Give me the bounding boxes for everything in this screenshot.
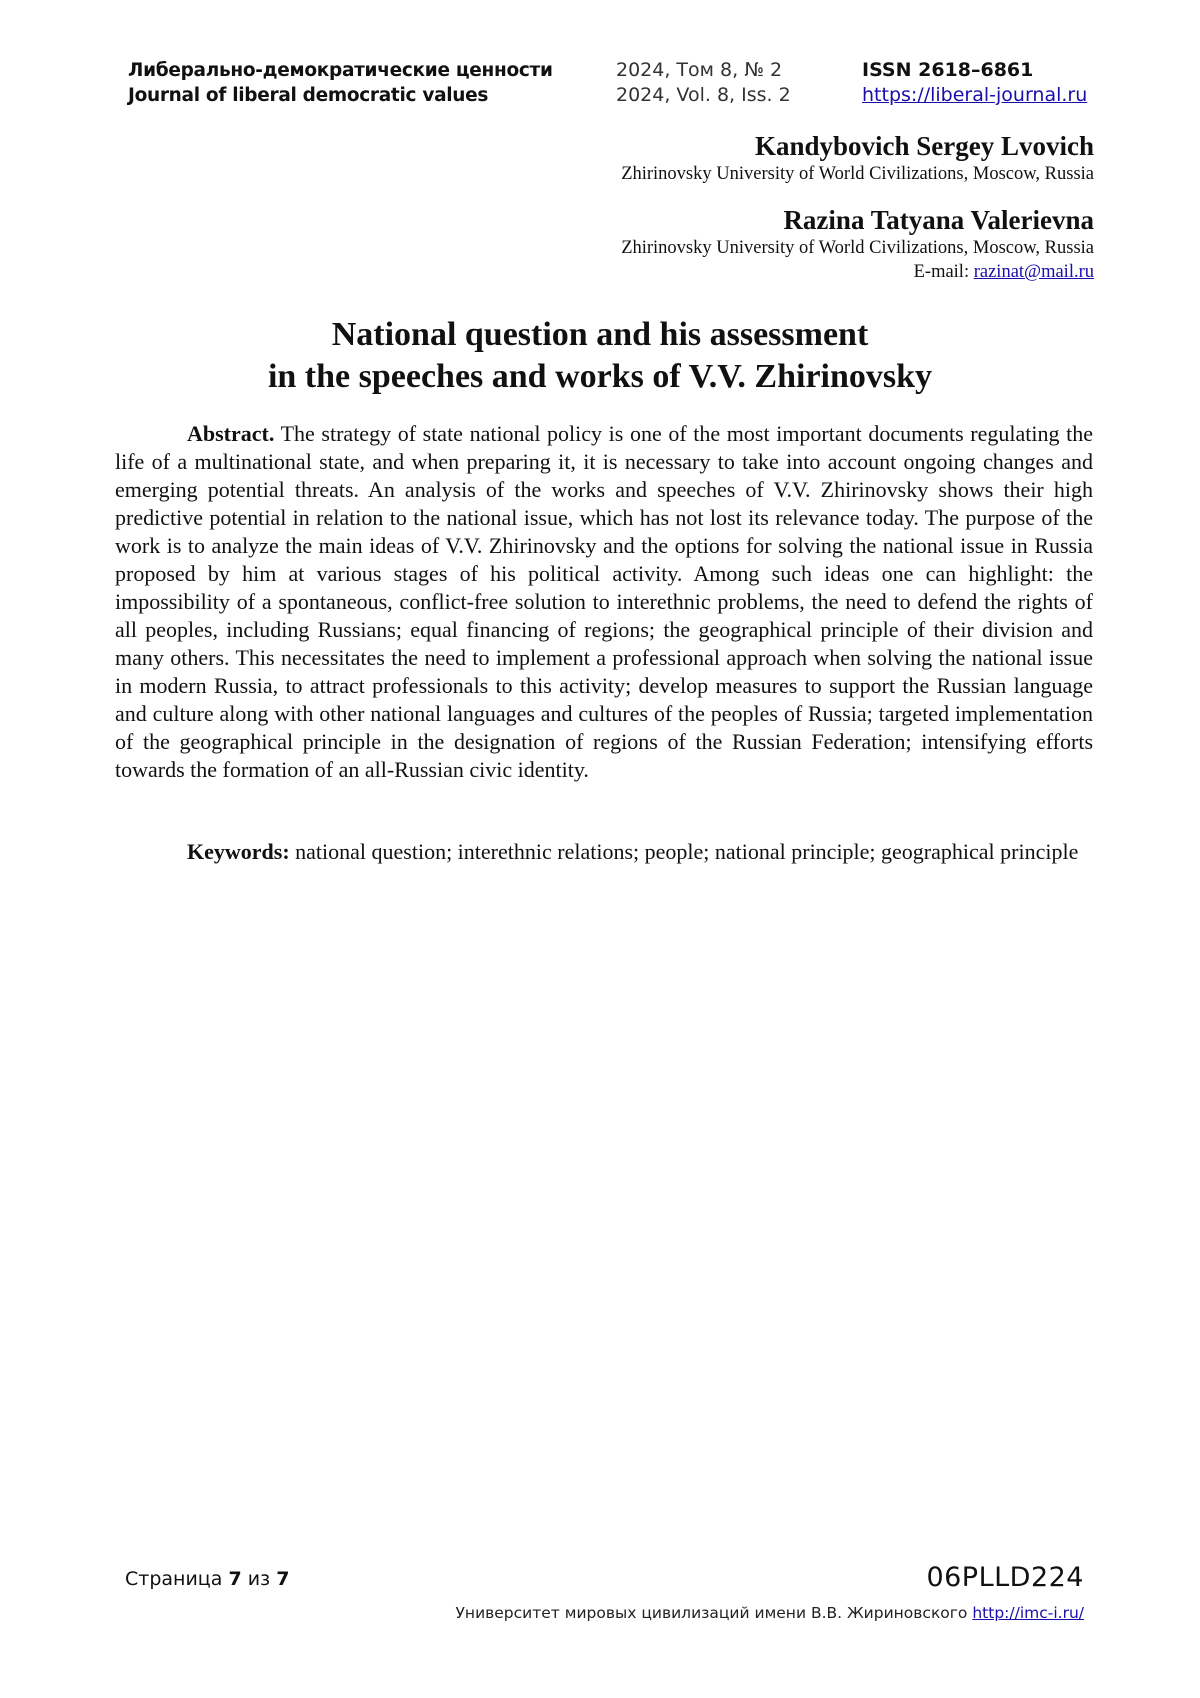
keywords-label: Keywords: (187, 839, 290, 864)
abstract-label: Abstract. (187, 421, 275, 446)
journal-name (128, 58, 553, 108)
volume-info (616, 58, 791, 108)
page-total: 7 (276, 1568, 290, 1590)
issn-info (862, 58, 1087, 108)
volume-ru: 2024, Том 8, № 2 (616, 59, 783, 81)
author-1 (494, 130, 1094, 186)
keywords (115, 838, 1093, 866)
author-affiliation: Zhirinovsky University of World Civilizations, Moscow, Russia (621, 238, 1094, 258)
volume-en: 2024, Vol. 8, Iss. 2 (616, 84, 791, 106)
author-name: Razina Tatyana Valerievna (783, 205, 1094, 235)
author-name: Kandybovich Sergey Lvovich (754, 131, 1094, 161)
university-link[interactable]: http://imc-i.ru/ (972, 1604, 1084, 1622)
journal-header (128, 58, 1108, 112)
article-code: 06PLLD224 (926, 1562, 1084, 1593)
issn: ISSN 2618–6861 (862, 59, 1034, 81)
page-word: Страница (125, 1568, 229, 1590)
page-of: из (241, 1568, 277, 1590)
keywords-text: national question; interethnic relations; people; national principle; geographical principle (289, 839, 1079, 864)
email-link[interactable]: razinat@mail.ru (973, 262, 1094, 282)
abstract-text: The strategy of state national policy is one of the most important documents regulating the life of a multinational state, and when preparing it, it is necessary to take into account ongoing changes and emerging potential threats. An analysis of the works and speeches of V.V. Zhirinovsky shows their high predictive potential in relation to the national issue, which has not lost its relevance today. The purpose of the work is to analyze the main ideas of V.V. Zhirinovsky and the options for solving the national issue in Russia proposed by him at various stages of his political activity. Among such ideas one can highlight: the impossibility of a spontaneous, conflict-free solution to interethnic problems, the need to defend the rights of all peoples, including Russians; equal financing of regions; the geographical principle of their division and many others. This necessitates the need to implement a professional approach when solving the national issue in modern Russia, to attract professionals to this activity; develop measures to support the Russian language and culture along with other national languages and cultures of the peoples of Russia; targeted implementation of the geographical principle in the designation of regions of the Russian Federation; intensifying efforts towards the formation of an all-Russian civic identity. (115, 421, 1093, 782)
author-affiliation: Zhirinovsky University of World Civilizations, Moscow, Russia (621, 164, 1094, 184)
title-line-2: in the speeches and works of V.V. Zhirinovsky (267, 358, 933, 395)
email-label: E-mail: (913, 262, 974, 282)
title-line-1: National question and his assessment (331, 316, 869, 353)
journal-name-ru: Либерально-демократические ценности (128, 60, 553, 81)
paper-title (100, 314, 1100, 398)
university-name: Университет мировых цивилизаций имени В.В. Жириновского (455, 1604, 973, 1622)
page-current: 7 (228, 1568, 242, 1590)
author-email (494, 260, 1094, 284)
authors-block (494, 130, 1094, 302)
abstract (115, 420, 1093, 784)
page-counter (125, 1568, 289, 1590)
university-footer (455, 1604, 1084, 1622)
author-2 (494, 204, 1094, 284)
journal-website-link[interactable]: https://liberal-journal.ru (862, 84, 1088, 106)
journal-name-en: Journal of liberal democratic values (128, 85, 489, 106)
